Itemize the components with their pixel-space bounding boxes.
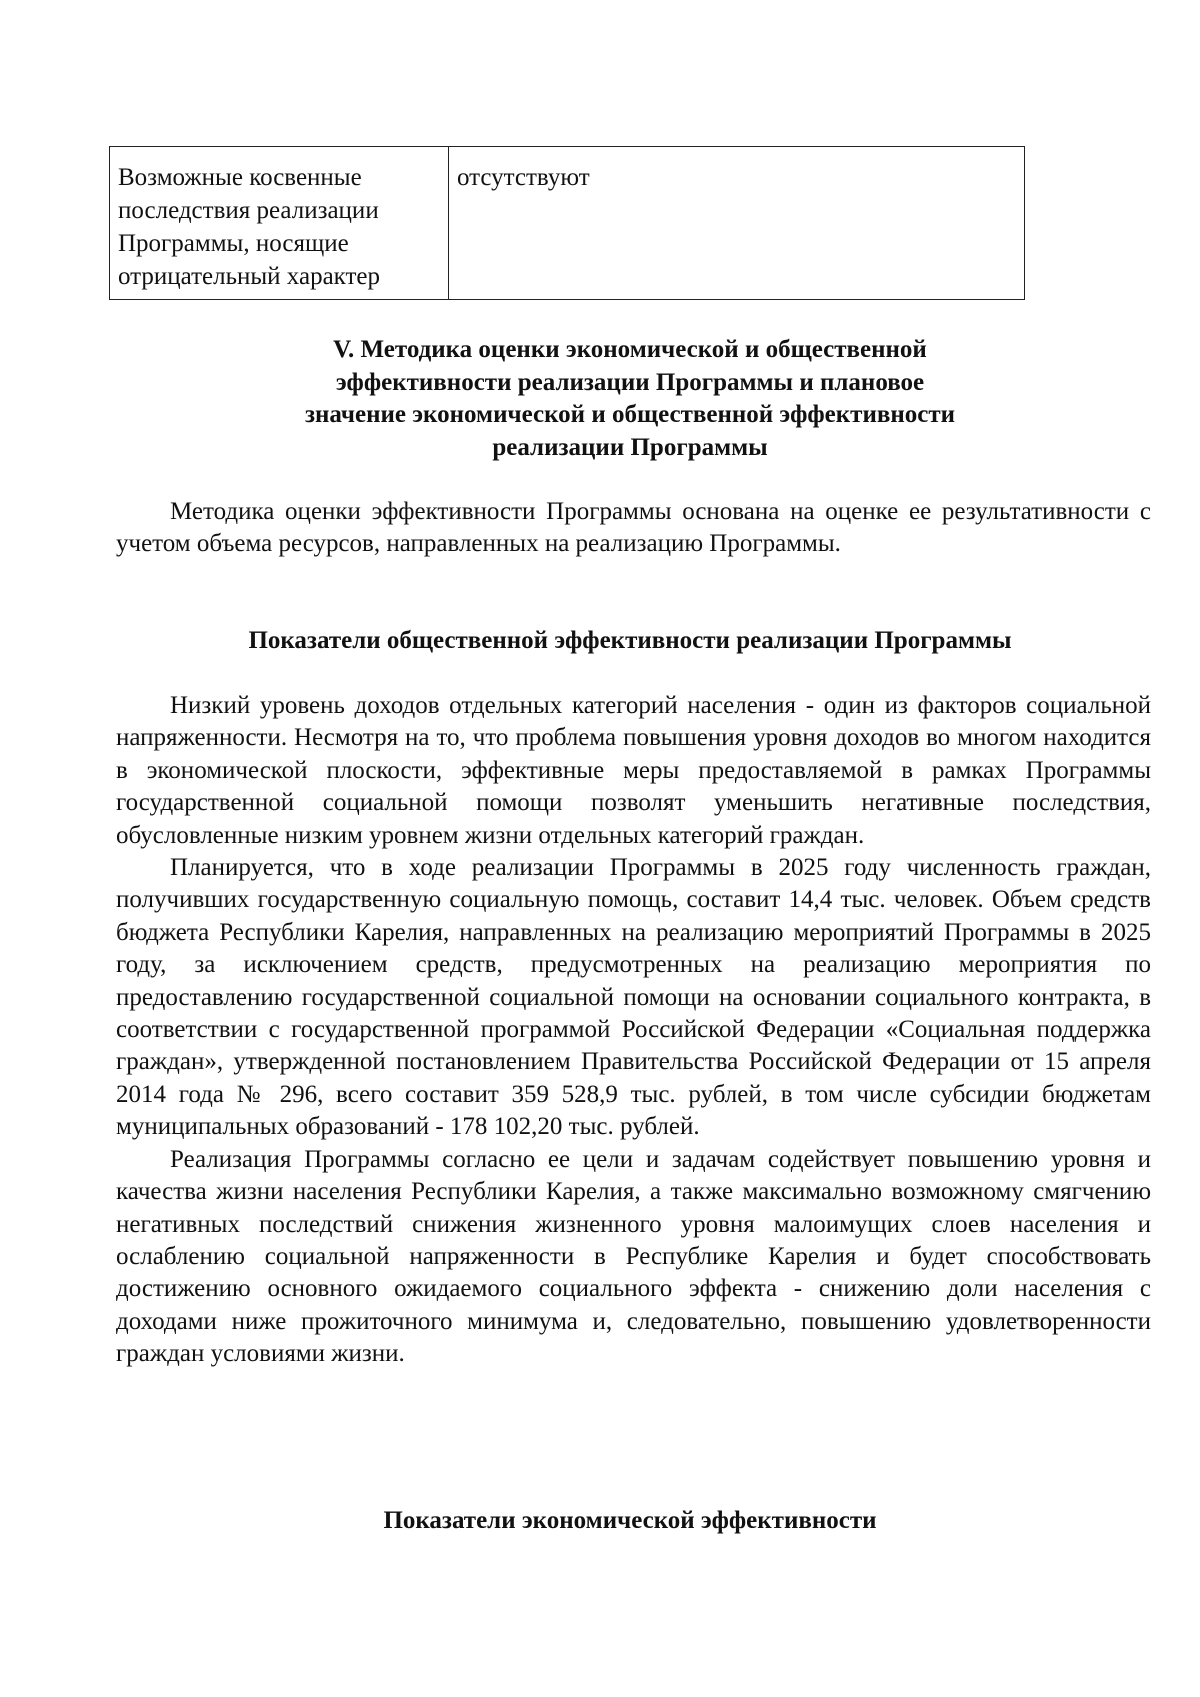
intro-text-block <box>116 496 1151 561</box>
body-paragraph: Планируется, что в ходе реализации Программы в 2025 году численность граждан, получивших государственную социальную помощь, составит 14,4 тыс. человек. Объем средств бюджета Республики Карелия, направленных на реализацию мероприятий Программы в 2025 году, за исключением средств, предусмотренных на реализацию мероприятия по предоставлению государственной социальной помощи на основании социального контракта, в соответствии с государственной программой Российской Федерации «Социальная поддержка граждан», утвержденной постановлением Правительства Российской Федерации от 15 апреля 2014 года № 296, всего составит 359 528,9 тыс. рублей, в том числе субсидии бюджетам муниципальных образований - 178 102,20 тыс. рублей. <box>116 854 1151 1141</box>
economic-efficiency-heading: Показатели экономической эффективности <box>383 1507 877 1534</box>
table-label-cell <box>110 147 449 300</box>
table-label-line: отрицательный характер <box>118 263 381 290</box>
body-paragraph: Низкий уровень доходов отдельных категорий населения - один из факторов социальной напряженности. Несмотря на то, что проблема повышения уровня доходов во многом находится в экономической плоскости, эффективные меры предоставляемой в рамках Программы государственной социальной помощи позволят уменьшить негативные последствия, обусловленные низким уровнем жизни отдельных категорий граждан. <box>116 692 1151 849</box>
table-value-cell: отсутствуют <box>449 147 1025 300</box>
heading-line: значение экономической и общественной эффективности <box>304 401 956 428</box>
intro-paragraph: Методика оценки эффективности Программы основана на оценке ее результативности с учетом объема ресурсов, направленных на реализацию Программы. <box>116 498 1151 558</box>
section-v-heading <box>109 334 1151 464</box>
heading-line: реализации Программы <box>492 433 768 461</box>
social-efficiency-heading: Показатели общественной эффективности реализации Программы <box>248 627 1012 654</box>
heading-line: V. Методика оценки экономической и общественной <box>333 336 927 363</box>
table-label-line: последствия реализации <box>118 197 379 224</box>
social-efficiency-text-block <box>116 690 1151 1371</box>
table-label-line: Программы, носящие <box>118 230 349 257</box>
table-row <box>110 147 1025 300</box>
program-info-table <box>109 146 1025 300</box>
body-paragraph: Реализация Программы согласно ее цели и задачам содействует повышению уровня и качества жизни населения Республики Карелия, а также максимально возможному смягчению негативных последствий снижения жизненного уровня малоимущих слоев населения и ослаблению социальной напряженности в Республике Карелия и будет способствовать достижению основного ожидаемого социального эффекта - снижению доли населения с доходами ниже прожиточного минимума и, следовательно, повышению удовлетворенности граждан условиями жизни. <box>116 1145 1151 1368</box>
heading-line: эффективности реализации Программы и плановое <box>335 368 925 396</box>
table-label-line: Возможные косвенные <box>118 164 362 191</box>
